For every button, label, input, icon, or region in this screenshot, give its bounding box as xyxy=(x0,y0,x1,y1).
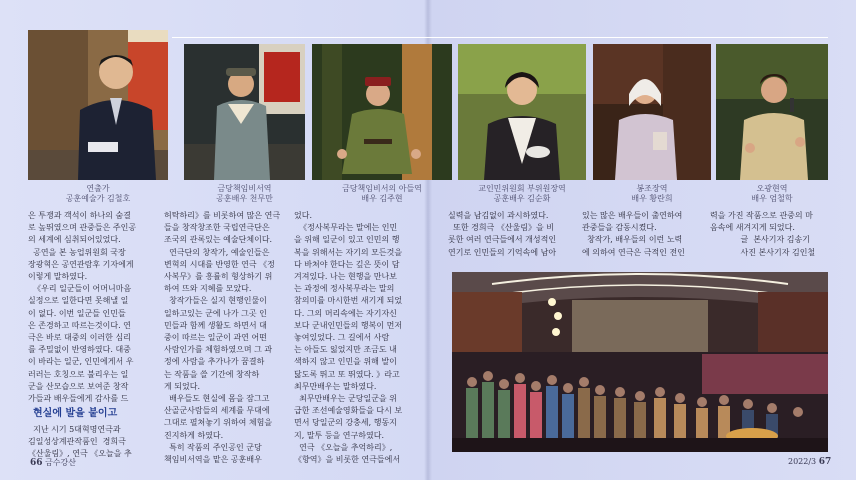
text-column-1: 은 투쟁과 객석이 하나의 숨결 로 높뛰였으며 관중들은 주인공 의 세계에 심취되어있었다. 공연을 본 농업위원회 국장 장광혁은 공연관람후 기자에게 이렇게 말하였다. 《우리 일군들이 어머니마음 실정으로 일한다면 못해낼 일 이 없다. 이번 일군들 인민들 은 존경하고 따르는것이다. 연 극은 바로 대중의 이러한 심리 를 주밀없이 반영하였다. 대중 이 바라는 일군, 인민에게서 우 러러는 호칭으로 불리우는 일 군을 산모습으로 보여준 창작 가들과 배우들에게 감사를 드 xyxy=(28,211,137,404)
caption-party-secretary: 금당책임비서역 공훈배우 천무만 xyxy=(216,184,273,203)
section-subheading: 현실에 발을 붙이고 xyxy=(33,408,118,419)
photo-secretary-son xyxy=(312,44,452,180)
header-rule xyxy=(172,37,828,38)
caption-okwanghyon: 오광현역 배우 엄철학 xyxy=(751,184,793,203)
text-column-5: 있는 많은 배우들이 출연하여 관중들을 감동시켰다. 창작가, 배우들의 이런 노력 에 의하여 연극은 극적인 전인 xyxy=(582,211,685,257)
caption-director: 연출가 공훈예술가 김철호 xyxy=(65,184,131,203)
photo-party-secretary xyxy=(184,44,305,180)
magazine-name: 금수강산 xyxy=(45,458,76,467)
text-column-2: 허탁하리》를 비롯하여 많은 연극 들을 창작창조한 국립연극단은 조국의 관록있는 예술단체이다. 연극단의 창작가, 예술인들은 변혁의 시대를 반영한 연극 《정 사복무》를 흥률히 형상하기 위 하여 뜨와 지혜를 모았다. 창작가들은 실지 현행인물이 일하고있는 군에 나가 그곳 인 민들과 함께 생활도 하면서 대 중이 따르는 일군이 과연 어떤 사람인가를 체험하였으며 그 과 정에 사람을 추가나가 꿈결하 는 작품을 쓸 기간에 창작하 게 되었다. 배우들도 현실에 몸을 잠그고 산골군사람들의 세계를 무대에 그대로 펼쳐놓기 위하여 체험을 진지하게 하였다. 특히 작품의 주인공인 군당 책임비서역을 맡은 공훈배우 xyxy=(164,211,281,464)
text-column-6: 력을 가진 작품으로 관중의 마 음속에 새겨지게 되었다. 글 본사기자 김송기 사진 본사기자 김인철 xyxy=(710,211,816,257)
text-column-3: 었다. 《정사복무라는 말에는 인민 을 위해 일군이 있고 인민의 행 복을 위해서는 자기의 모든것을 다 바쳐야 한다는 깊은 뜻이 담 겨져있다. 나는 현행을 만나보 는 과정에 정사복무라는 말의 참의미를 마시한번 새기게 되었 다. 그의 머리속에는 자기자신 보다 군내인민들의 행복이 먼저 놓여있었다. 그 길에서 사람 는 아들도 잃었지만 조금도 내 색하지 않고 인민을 위해 발이 닳도록 뛰고 또 뛰였다. 》라고 최무만배우는 말하였다. 최무만배우는 군당일군을 위 급한 조선예술영화들을 다시 보 면서 당일군의 강충세, 행동지 지, 말투 등을 연구하였다. 연극 《오늘을 추억하리》, 《향역》을 비롯한 연극들에서 xyxy=(294,211,403,464)
photo-okwanghyon xyxy=(716,44,828,180)
folio-left xyxy=(30,457,76,468)
text-column-1-continued: 지난 시기 5대혁명연극과 김일성상계관작품인 경희극 《산울림》, 연극 《오늘을 추 xyxy=(28,425,132,459)
folio-right xyxy=(788,457,831,467)
page-number-left: 66 xyxy=(30,458,43,468)
photo-vice-chairwoman xyxy=(458,44,586,180)
caption-secretary-son: 금당책임비서의 아들역 배우 김주현 xyxy=(342,184,422,203)
text-column-4: 실력을 남김없이 과시하였다. 또한 경희극 《산울림》을 비 롯한 여러 연극들에서 개성적인 연기로 인민들의 기억속에 남아 xyxy=(448,211,557,257)
photo-director xyxy=(28,30,168,180)
photo-bongjo xyxy=(593,44,711,180)
caption-bongjo: 봉조장역 배우 황란희 xyxy=(631,184,673,203)
photo-curtain-call xyxy=(452,272,828,452)
caption-vice-chairwoman: 교인민위원회 부위원장역 공훈배우 김순화 xyxy=(478,184,566,203)
page-number-right: 67 xyxy=(818,457,832,467)
issue-label: 2022/3 xyxy=(788,457,817,466)
